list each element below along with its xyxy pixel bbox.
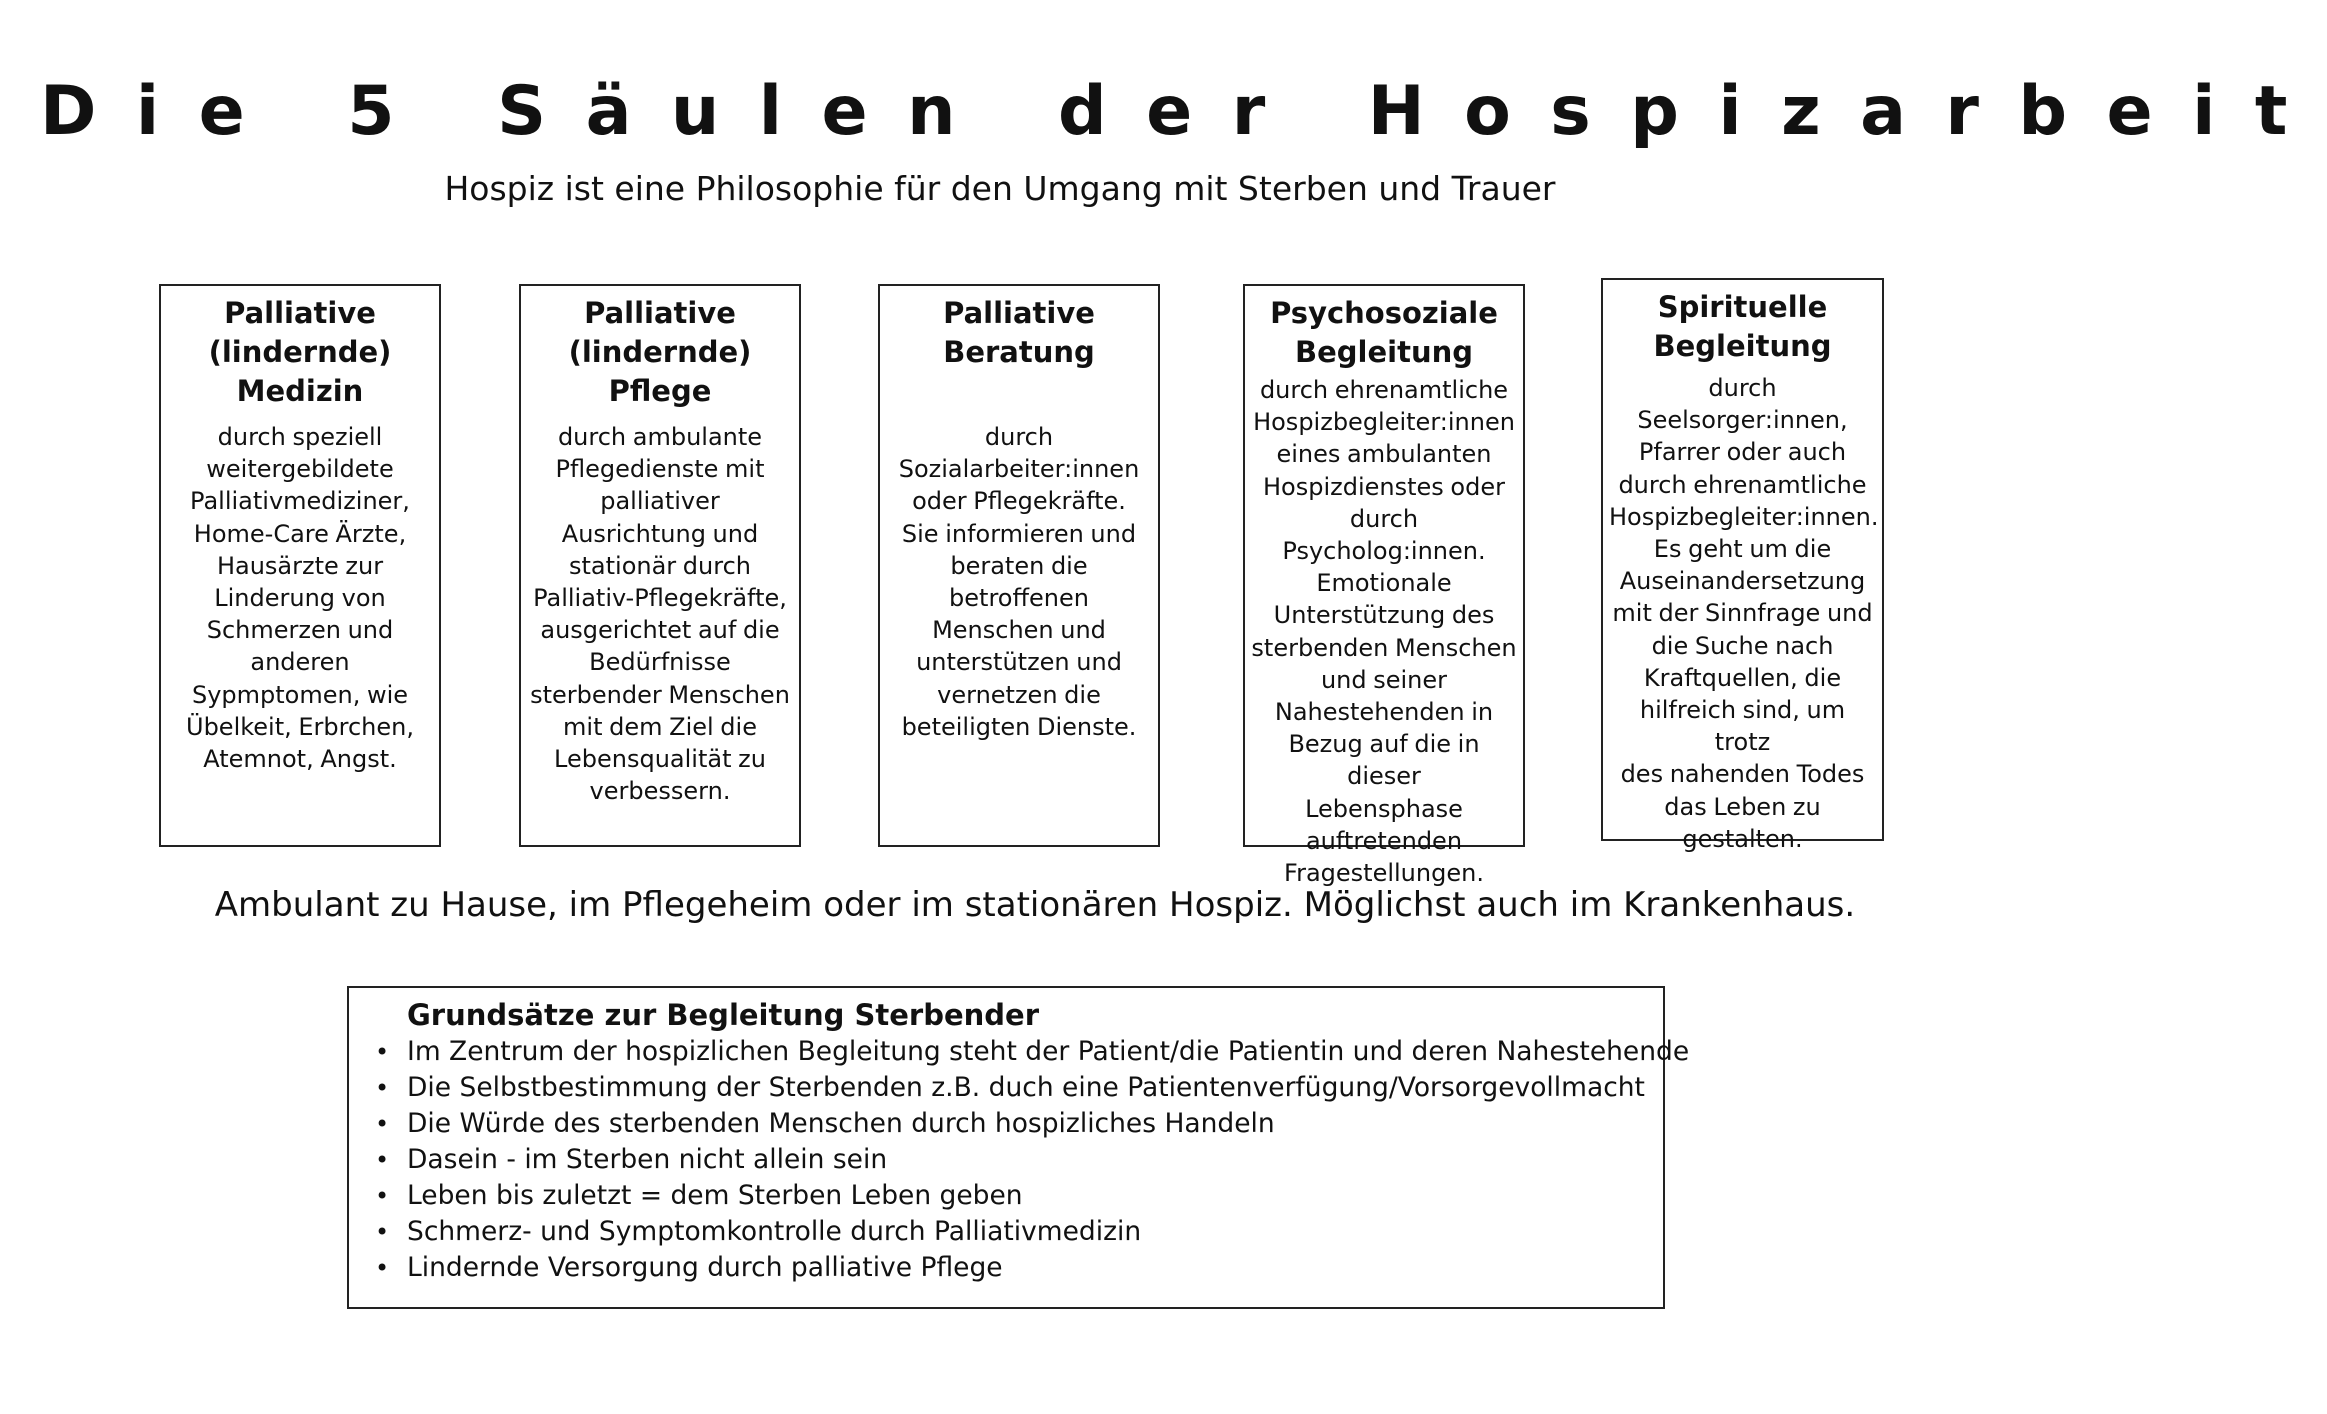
pillar-description-line: weitergebildete [206, 455, 394, 484]
pillar-description-line: Bezug auf die in dieser [1288, 730, 1480, 791]
pillar-spiritual-support [1601, 278, 1884, 853]
pillar-description-line: Sypmptomen, wie [191, 680, 409, 709]
pillar-description-line: durch ehrenamtliche [1618, 470, 1867, 499]
pillar-palliative-counseling [878, 284, 1160, 847]
pillar-description-line: Hausärzte zur [216, 551, 384, 580]
pillar-description-line: Seelsorger:innen, [1637, 406, 1848, 435]
pillar-description-line: und seiner [1320, 665, 1448, 694]
pillar-psychosocial-support [1243, 284, 1525, 888]
pillar-description-line: Linderung von [214, 584, 386, 613]
principles-list [349, 1034, 1690, 1286]
pillar-heading-line: Beratung [943, 335, 1095, 369]
pillar-description-line: beteiligten Dienste. [901, 712, 1137, 741]
pillar-description-line: Nahestehenden in [1274, 698, 1494, 727]
principles-box [347, 986, 1690, 1309]
pillar-description-line: durch ambulante [557, 423, 763, 451]
pillar-description [886, 421, 1152, 743]
list-item-text: Die Selbstbestimmung der Sterbenden z.B. duch eine Patientenverfügung/Vorsorgevollmacht [407, 1072, 1645, 1103]
pillar-description-line: eines ambulanten [1276, 440, 1492, 469]
settings-statement: Ambulant zu Hause, im Pflegeheim oder im stationären Hospiz. Möglichst auch im Krankenhaus. [214, 885, 1856, 925]
pillar-description-line: Schmerzen und [206, 616, 394, 645]
pillar-heading-line: Palliative [584, 296, 736, 330]
bullet-icon: • [375, 1254, 390, 1282]
list-item-text: Im Zentrum der hospizlichen Begleitung steht der Patient/die Patientin und deren Nahestehende [407, 1036, 1690, 1067]
pillar-description-line: betroffenen [949, 584, 1089, 613]
pillar-heading-line: (lindernde) [568, 335, 752, 369]
pillar-description-line: durch Psycholog:innen. [1282, 504, 1486, 566]
pillar-description-line: anderen [250, 648, 350, 677]
pillar-description-line: Palliativ-Pflegekräfte, [533, 584, 787, 613]
pillar-description-line: durch [984, 423, 1054, 451]
bullet-icon: • [375, 1110, 390, 1138]
pillar-description-line: Pfarrer oder auch [1638, 438, 1847, 467]
pillar-description-line: Hospizbegleiter:innen [1253, 408, 1515, 437]
pillar-description-line: Es geht um die [1653, 535, 1832, 564]
pillar-description-line: mit dem Ziel die [563, 712, 757, 741]
pillar-description-line: Hospizdienstes oder [1263, 472, 1505, 501]
bullet-icon: • [375, 1182, 390, 1210]
pillar-description-line: beraten die [950, 551, 1088, 580]
pillar-heading-line: Palliative [224, 296, 376, 330]
principles-heading: Grundsätze zur Begleitung Sterbender [407, 998, 1040, 1032]
pillar-heading-line: Spirituelle [1657, 290, 1828, 324]
pillar-description-line: Palliativmediziner, [190, 487, 410, 516]
list-item-text: Lindernde Versorgung durch palliative Pflege [407, 1252, 1003, 1283]
pillar-description-line: palliativer [600, 487, 720, 516]
pillar-palliative-care [519, 284, 801, 847]
pillar-heading-line: (lindernde) [208, 335, 392, 369]
pillar-description-line: durch ehrenamtliche [1259, 376, 1509, 404]
pillar-description [1251, 374, 1517, 889]
pillar-heading [167, 294, 433, 411]
pillar-palliative-medicine [159, 284, 441, 847]
pillar-description [167, 421, 433, 775]
pillar-description-line: durch [1708, 374, 1777, 402]
pillar-description-line: Sozialarbeiter:innen [898, 455, 1140, 484]
pillar-heading [1609, 288, 1876, 366]
pillar-heading [1251, 294, 1517, 372]
list-item-text: Schmerz- und Symptomkontrolle durch Palliativmedizin [407, 1216, 1142, 1247]
list-item [375, 1070, 1645, 1106]
list-item [375, 1178, 1643, 1214]
pillar-description [527, 421, 793, 807]
pillar-description-line: Pflegedienste mit [555, 455, 765, 484]
bullet-icon: • [375, 1146, 390, 1174]
list-item [375, 1250, 1643, 1286]
pillar-description-line: Emotionale [1316, 569, 1452, 598]
pillar-heading-line: Begleitung [1295, 335, 1473, 369]
pillar-description-line: oder Pflegekräfte. [912, 487, 1126, 516]
pillar-description-line: verbessern. [589, 777, 731, 806]
list-item-text: Die Würde des sterbenden Menschen durch hospizliches Handeln [407, 1108, 1275, 1139]
list-item [375, 1142, 1643, 1178]
list-item [375, 1106, 1643, 1142]
list-item [375, 1214, 1643, 1250]
pillar-description-line: gestalten. [1682, 824, 1803, 853]
pillar-description-line: stationär durch [569, 551, 751, 580]
pillar-description-line: Lebensphase [1305, 794, 1463, 823]
pillar-heading-line: Psychosoziale [1270, 296, 1498, 330]
pillar-description-line: durch speziell [217, 423, 383, 451]
pillar-description-line: Hospizbegleiter:innen. [1609, 502, 1879, 531]
pillar-description-line: hilfreich sind, um trotz [1639, 696, 1846, 757]
pillar-heading-line: Medizin [236, 374, 364, 408]
pillar-description-line: sterbenden Menschen [1251, 633, 1517, 662]
bullet-icon: • [375, 1074, 390, 1102]
list-item-text: Leben bis zuletzt = dem Sterben Leben geben [407, 1180, 1023, 1211]
pillar-heading-line: Pflege [608, 374, 712, 408]
pillar-description-line: Bedürfnisse [589, 648, 731, 677]
pillar-description-line: mit der Sinnfrage und [1612, 599, 1873, 628]
pillar-heading [886, 294, 1152, 372]
pillar-description-line: unterstützen und [916, 648, 1122, 677]
pillar-description-line: sterbender Menschen [530, 680, 790, 709]
page-title: Die 5 Säulen der Hospizarbeit [40, 72, 2327, 151]
page-subtitle: Hospiz ist eine Philosophie für den Umgang mit Sterben und Trauer [444, 169, 1556, 208]
bullet-icon: • [375, 1218, 390, 1246]
pillar-description-line: Ausrichtung und [561, 519, 759, 548]
pillar-description-line: ausgerichtet auf die [540, 616, 780, 645]
pillar-heading [527, 294, 793, 411]
pillar-description-line: die Suche nach [1651, 631, 1834, 660]
pillar-description-line: Menschen und [932, 616, 1106, 645]
pillar-description-line: des nahenden Todes [1620, 760, 1865, 789]
list-item-text: Dasein - im Sterben nicht allein sein [407, 1144, 888, 1175]
pillar-description-line: Kraftquellen, die [1643, 663, 1842, 692]
pillar-description-line: Home-Care Ärzte, [193, 519, 407, 548]
pillar-description-line: vernetzen die [937, 680, 1101, 709]
list-item [375, 1034, 1690, 1070]
pillar-description-line: Atemnot, Angst. [203, 745, 397, 774]
pillar-description-line: das Leben zu [1664, 792, 1821, 821]
pillar-description-line: Auseinandersetzung [1619, 567, 1866, 596]
pillar-description-line: Unterstützung des [1273, 601, 1495, 630]
pillar-description-line: auftretenden [1305, 826, 1463, 855]
pillar-description-line: Lebensqualität zu [554, 745, 766, 774]
pillar-description [1609, 372, 1879, 855]
pillar-heading-line: Begleitung [1653, 329, 1832, 363]
pillar-description-line: Übelkeit, Erbrchen, [186, 712, 414, 741]
pillar-heading-line: Palliative [943, 296, 1095, 330]
bullet-icon: • [375, 1038, 390, 1066]
pillar-description-line: Sie informieren und [901, 519, 1137, 548]
pillar-description-line: Fragestellungen. [1284, 859, 1484, 888]
